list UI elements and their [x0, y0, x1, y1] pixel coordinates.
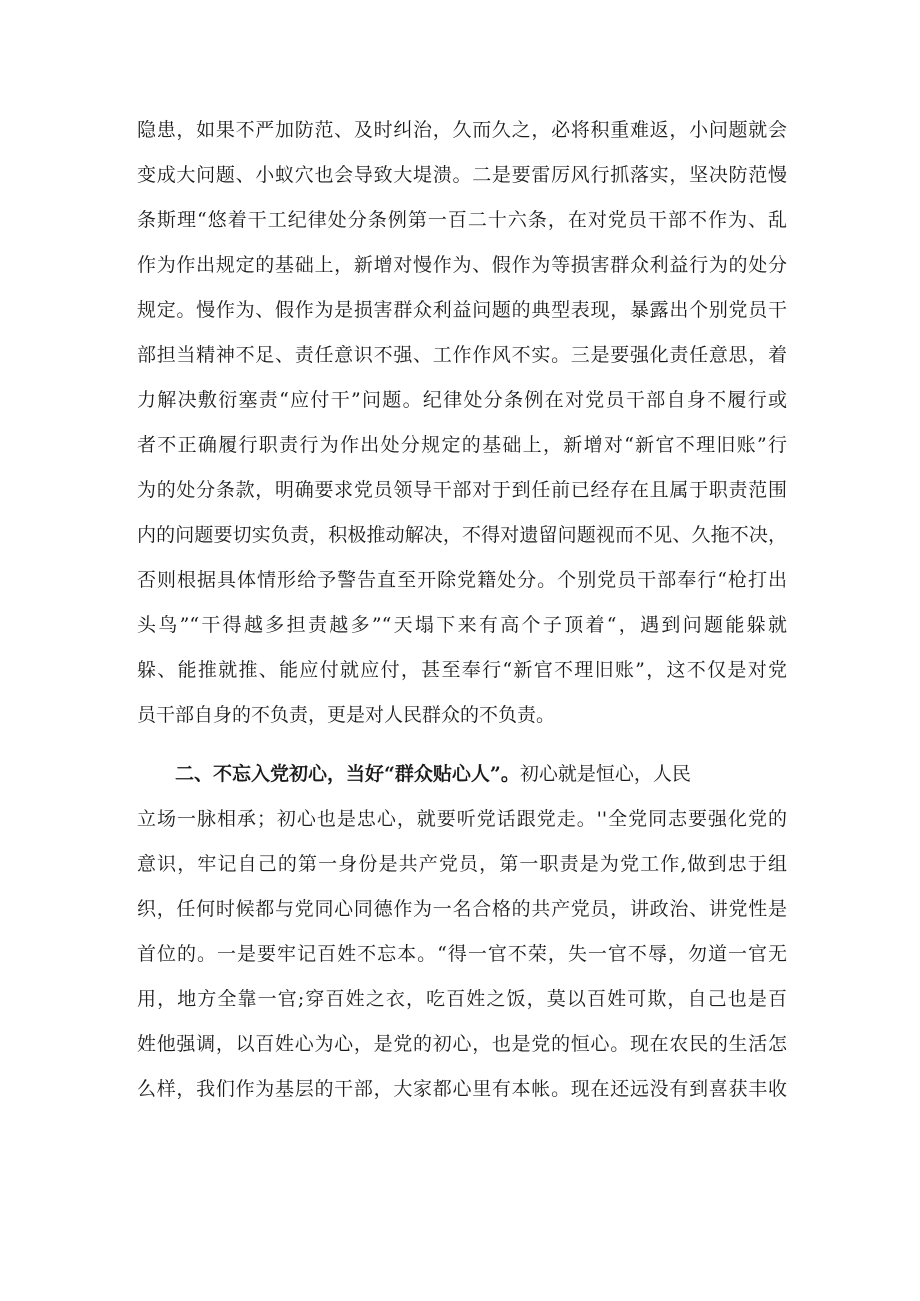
section-heading-continuation: 初心就是恒心，人民 — [519, 763, 691, 785]
paragraph-line: 条斯理“悠着干工纪律处分条例第一百二十六条，在对党员干部不作为、乱 — [137, 209, 787, 231]
paragraph-line: 姓他强调，以百姓心为心，是党的初心，也是党的恒心。现在农民的生活怎 — [137, 1033, 787, 1055]
paragraph-line: 力解决敷衍塞责“应付干”问题。纪律处分条例在对党员干部自身不履行或 — [137, 389, 787, 411]
paragraph-line: 规定。慢作为、假作为是损害群众利益问题的典型表现，暴露出个别党员干 — [137, 299, 787, 321]
paragraph-line: 部担当精神不足、责任意识不强、工作作风不实。三是要强化责任意思，着 — [137, 344, 787, 366]
paragraph-line: 用，地方全靠一官;穿百姓之衣，吃百姓之饭，莫以百姓可欺，自己也是百 — [137, 988, 787, 1010]
paragraph-line: 作为作出规定的基础上，新增对慢作为、假作为等损害群众利益行为的处分 — [137, 254, 787, 276]
paragraph-line: 者不正确履行职责行为作出处分规定的基础上，新增对“新官不理旧账”行 — [137, 434, 787, 456]
paragraph-line: 首位的。一是要牢记百姓不忘本。“得一官不荣，失一官不辱，勿道一官无 — [137, 943, 787, 965]
paragraph-line: 否则根据具体情形给予警告直至开除党籍处分。个别党员干部奉行“枪打出 — [137, 569, 787, 591]
paragraph-line: 躲、能推就推、能应付就应付，甚至奉行“新官不理旧账”，这不仅是对党 — [137, 659, 787, 681]
paragraph-line: 意识，牢记自己的第一身份是共产党员，第一职责是为党工作,做到忠于组 — [137, 853, 787, 875]
paragraph-line: 隐患，如果不严加防范、及时纠治，久而久之，必将积重难返，小问题就会 — [137, 119, 787, 141]
paragraph-line: 为的处分条款，明确要求党员领导干部对于到任前已经存在且属于职责范围 — [137, 479, 787, 501]
paragraph-line: 立场一脉相承；初心也是忠心，就要听党话跟党走。''全党同志要强化党的 — [137, 808, 787, 830]
paragraph-line: 头鸟”“干得越多担责越多”“天塌下来有高个子顶着“，遇到问题能躲就 — [137, 614, 787, 636]
paragraph-line: 织，任何时候都与党同心同德作为一名合格的共产党员，讲政治、讲党性是 — [137, 898, 787, 920]
section-heading: 二、不忘入党初心，当好“群众贴心人”。 — [175, 763, 520, 785]
section-heading-line — [137, 762, 787, 786]
paragraph-line: 么样，我们作为基层的干部，大家都心里有本帐。现在还远没有到喜获丰收 — [137, 1078, 787, 1100]
paragraph-line: 员干部自身的不负责，更是对人民群众的不负责。 — [137, 704, 556, 726]
paragraph-line: 内的问题要切实负责，积极推动解决，不得对遗留问题视而不见、久拖不决， — [137, 524, 787, 546]
paragraph-line: 变成大问题、小蚁穴也会导致大堤溃。二是要雷厉风行抓落实，坚决防范慢 — [137, 164, 787, 186]
